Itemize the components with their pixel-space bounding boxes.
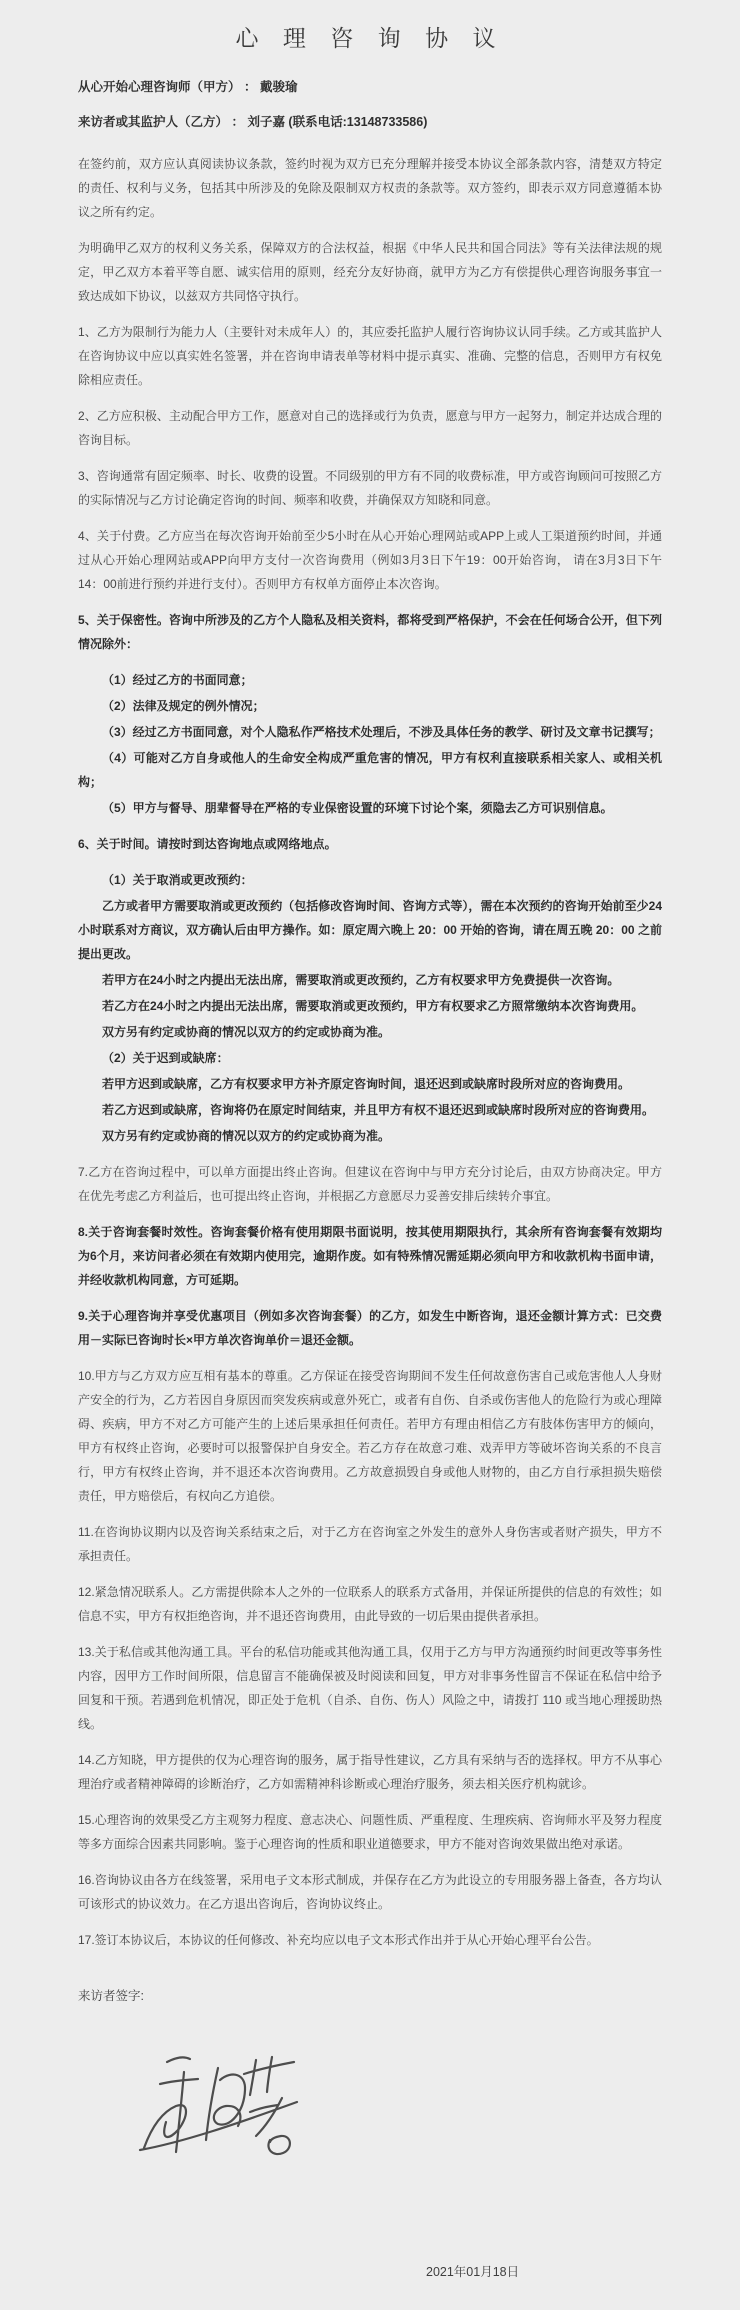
clause-paragraph: 2、乙方应积极、主动配合甲方工作，愿意对自己的选择或行为负责，愿意与甲方一起努力，制定并达成合理的咨询目标。 xyxy=(78,409,662,447)
visitor-signature-label: 来访者签字: xyxy=(78,1989,144,2003)
handwritten-signature xyxy=(132,2050,302,2170)
clauses xyxy=(78,152,662,1952)
clause-paragraph: 12.紧急情况联系人。乙方需提供除本人之外的一位联系人的联系方式备用，并保证所提供的信息的有效性；如信息不实，甲方有权拒绝咨询，并不退还咨询费用，由此导致的一切后果由提供者承担。 xyxy=(78,1585,662,1623)
clause-paragraph: （4）可能对乙方自身或他人的生命安全构成严重危害的情况，甲方有权利直接联系相关家人、或相关机构； xyxy=(78,751,662,789)
clause-paragraph: 16.咨询协议由各方在线签署，采用电子文本形式制成，并保存在乙方为此设立的专用服务器上备查，各方均认可该形式的协议效力。在乙方退出咨询后，咨询协议终止。 xyxy=(78,1873,662,1911)
clause-paragraph: （2）法律及规定的例外情况； xyxy=(102,699,265,713)
clause-paragraph: 13.关于私信或其他沟通工具。平台的私信功能或其他沟通工具，仅用于乙方与甲方沟通预约时间更改等事务性内容，因甲方工作时间所限，信息留言不能确保被及时阅读和回复，甲方对非事务性留言不保证在私信中给予回复和干预。若遇到危机情况，即正处于危机（自杀、自伤、伤人）风险之中，请拨打 110 或当地心理援助热线。 xyxy=(78,1645,662,1731)
clause-paragraph: （1）经过乙方的书面同意； xyxy=(102,673,253,687)
clause-paragraph: 6、关于时间。请按时到达咨询地点或网络地点。 xyxy=(78,837,337,851)
clause-paragraph: 3、咨询通常有固定频率、时长、收费的设置。不同级别的甲方有不同的收费标准，甲方或咨询顾问可按照乙方的实际情况与乙方讨论确定咨询的时间、频率和收费，并确保双方知晓和同意。 xyxy=(78,469,662,507)
clause-paragraph: （1）关于取消或更改预约： xyxy=(102,873,253,887)
clause-paragraph: 7.乙方在咨询过程中，可以单方面提出终止咨询。但建议在咨询中与甲方充分讨论后，由双方协商决定。甲方在优先考虑乙方利益后，也可提出终止咨询，并根据乙方意愿尽力妥善安排后续转介事宜。 xyxy=(78,1165,662,1203)
signing-date: 2021年01月18日 xyxy=(426,2265,520,2279)
clause-paragraph: 1、乙方为限制行为能力人（主要针对未成年人）的，其应委托监护人履行咨询协议认同手续。乙方或其监护人在咨询协议中应以真实姓名签署，并在咨询申请表单等材料中提示真实、准确、完整的信息，否则甲方有权免除相应责任。 xyxy=(78,325,662,387)
page-title: 心 理 咨 询 协 议 xyxy=(235,25,505,51)
clause-paragraph: 若乙方在24小时之内提出无法出席，需要取消或更改预约，甲方有权要求乙方照常缴纳本次咨询费用。 xyxy=(102,999,644,1013)
clause-paragraph: 4、关于付费。乙方应当在每次咨询开始前至少5小时在从心开始心理网站或APP上或人工渠道预约时间，并通过从心开始心理网站或APP向甲方支付一次咨询费用（例如3月3日下午19：00开始咨询， 请在3月3日下午14：00前进行预约并进行支付）。否则甲方有权单方面停止本次咨询。 xyxy=(78,529,662,591)
clause-paragraph: 若乙方迟到或缺席，咨询将仍在原定时间结束，并且甲方有权不退还迟到或缺席时段所对应的咨询费用。 xyxy=(102,1103,655,1117)
clause-paragraph: 14.乙方知晓，甲方提供的仅为心理咨询的服务，属于指导性建议，乙方具有采纳与否的选择权。甲方不从事心理治疗或者精神障碍的诊断治疗，乙方如需精神科诊断或心理治疗服务，须去相关医疗机构就诊。 xyxy=(78,1753,662,1791)
clause-paragraph: 17.签订本协议后，本协议的任何修改、补充均应以电子文本形式作出并于从心开始心理平台公告。 xyxy=(78,1933,599,1947)
clause-paragraph: 双方另有约定或协商的情况以双方的约定或协商为准。 xyxy=(102,1025,391,1039)
party-a-line: 从心开始心理咨询师（甲方） ： 戴骏瑜 xyxy=(78,80,298,94)
clause-paragraph: 在签约前，双方应认真阅读协议条款，签约时视为双方已充分理解并接受本协议全部条款内容，清楚双方特定的责任、权利与义务，包括其中所涉及的免除及限制双方权责的条款等。双方签约，即表示双方同意遵循本协议之所有约定。 xyxy=(78,157,662,219)
clause-paragraph: 双方另有约定或协商的情况以双方的约定或协商为准。 xyxy=(102,1129,391,1143)
clause-paragraph: 15.心理咨询的效果受乙方主观努力程度、意志决心、问题性质、严重程度、生理疾病、咨询师水平及努力程度等多方面综合因素共同影响。鉴于心理咨询的性质和职业道德要求，甲方不能对咨询效果做出绝对承诺。 xyxy=(78,1813,662,1851)
clause-paragraph: 9.关于心理咨询并享受优惠项目（例如多次咨询套餐）的乙方，如发生中断咨询，退还金额计算方式：已交费用－实际已咨询时长×甲方单次咨询单价＝退还金额。 xyxy=(78,1309,662,1347)
clause-paragraph: 若甲方迟到或缺席，乙方有权要求甲方补齐原定咨询时间，退还迟到或缺席时段所对应的咨询费用。 xyxy=(102,1077,631,1091)
clause-paragraph: 10.甲方与乙方双方应互相有基本的尊重。乙方保证在接受咨询期间不发生任何故意伤害自己或危害他人人身财产安全的行为，乙方若因自身原因而突发疾病或意外死亡，或者有自伤、自杀或伤害他人的危险行为或心理障碍、疾病，甲方不对乙方可能产生的上述后果承担任何责任。若甲方有理由相信乙方有肢体伤害甲方的倾向，甲方有权终止咨询，必要时可以报警保护自身安全。若乙方存在故意刁难、戏弄甲方等破坏咨询关系的不良言行，甲方有权终止咨询，并不退还本次咨询费用。乙方故意损毁自身或他人财物的，由乙方自行承担损失赔偿责任，甲方赔偿后，有权向乙方追偿。 xyxy=(78,1369,662,1503)
party-b-line: 来访者或其监护人（乙方） ： 刘子嘉 (联系电话:13148733586) xyxy=(78,115,428,129)
clause-paragraph: 8.关于咨询套餐时效性。咨询套餐价格有使用期限书面说明，按其使用期限执行，其余所有咨询套餐有效期均为6个月，来访问者必须在有效期内使用完，逾期作废。如有特殊情况需延期必须向甲方和收款机构书面申请，并经收款机构同意，方可延期。 xyxy=(78,1225,662,1287)
clause-paragraph: （5）甲方与督导、朋辈督导在严格的专业保密设置的环境下讨论个案，须隐去乙方可识别信息。 xyxy=(102,801,613,815)
clause-paragraph: 11.在咨询协议期内以及咨询关系结束之后，对于乙方在咨询室之外发生的意外人身伤害或者财产损失，甲方不承担责任。 xyxy=(78,1525,662,1563)
clause-paragraph: 5、关于保密性。咨询中所涉及的乙方个人隐私及相关资料，都将受到严格保护，不会在任何场合公开，但下列情况除外： xyxy=(78,613,662,651)
clause-paragraph: 乙方或者甲方需要取消或更改预约（包括修改咨询时间、咨询方式等），需在本次预约的咨询开始前至少24小时联系对方商议，双方确认后由甲方操作。如：原定周六晚上 20：00 开始的咨询，请在周五晚 20：00 之前提出更改。 xyxy=(78,899,662,961)
clause-paragraph: （3）经过乙方书面同意，对个人隐私作严格技术处理后，不涉及具体任务的教学、研讨及文章书记撰写； xyxy=(102,725,661,739)
clause-paragraph: （2）关于迟到或缺席： xyxy=(102,1051,229,1065)
clause-paragraph: 为明确甲乙双方的权利义务关系，保障双方的合法权益，根据《中华人民共和国合同法》等有关法律法规的规定，甲乙双方本着平等自愿、诚实信用的原则，经充分友好协商，就甲方为乙方有偿提供心理咨询服务事宜一致达成如下协议，以兹双方共同恪守执行。 xyxy=(78,241,662,303)
clause-paragraph: 若甲方在24小时之内提出无法出席，需要取消或更改预约，乙方有权要求甲方免费提供一次咨询。 xyxy=(102,973,620,987)
